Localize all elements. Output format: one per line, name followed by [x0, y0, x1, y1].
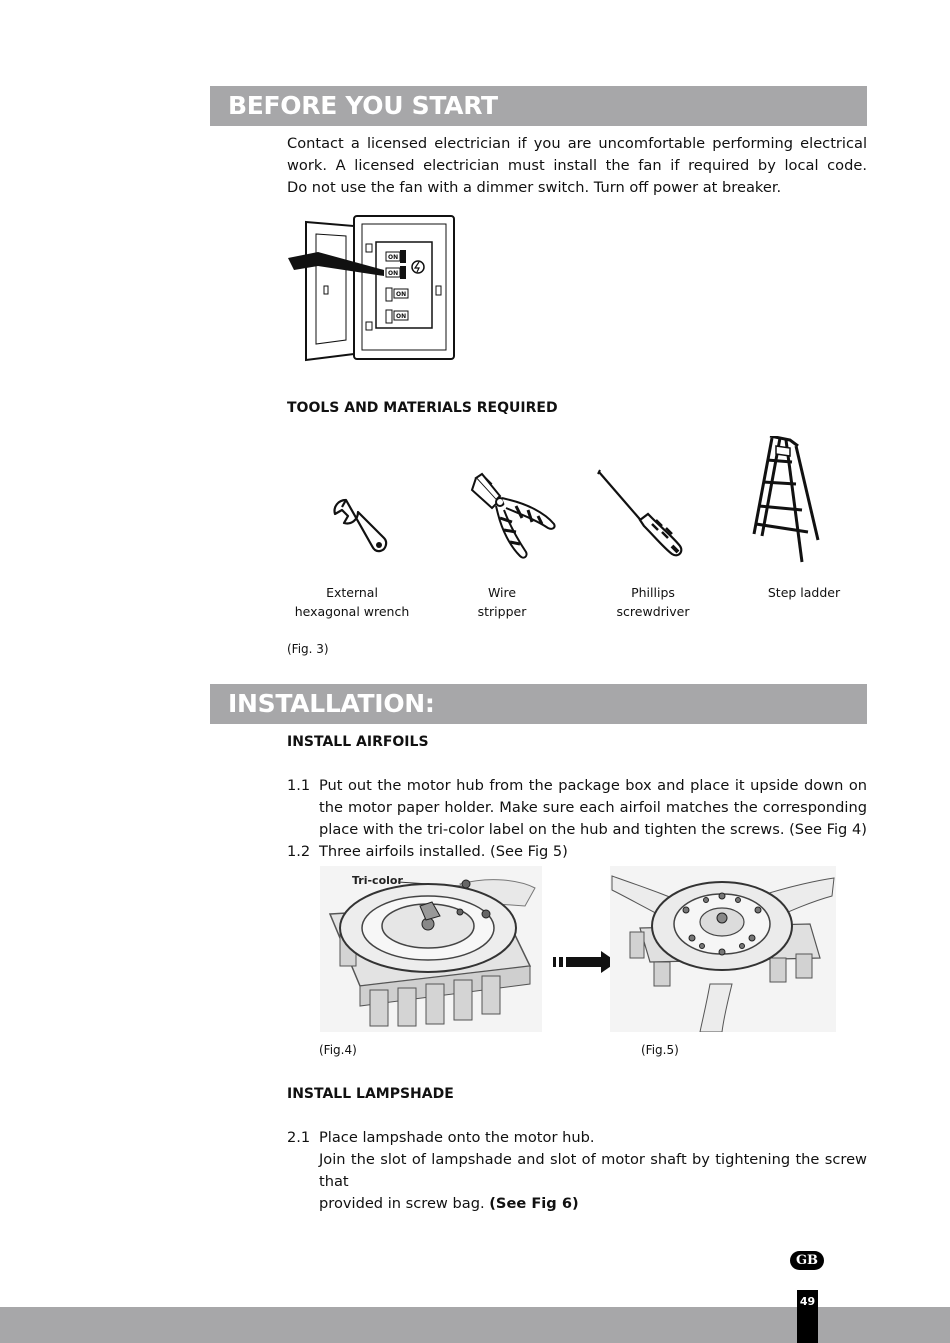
wrench-icon: [332, 496, 394, 558]
fig5-airfoils-installed-photo: [610, 866, 836, 1032]
breaker-label-1: ON: [388, 254, 399, 261]
intro-line-3: Do not use the fan with a dimmer switch. Turn off power at breaker.: [287, 179, 782, 196]
ladder-icon: [750, 436, 822, 564]
install-airfoils-heading: INSTALL AIRFOILS: [287, 734, 429, 750]
see-fig-6-reference: (See Fig 6): [489, 1195, 579, 1212]
tool-caption-ladder: [754, 583, 854, 602]
tool-caption-screwdriver: [603, 583, 703, 621]
tool-caption-screwdriver-line-1: Phillips: [631, 585, 675, 600]
section-heading-before-you-start: BEFORE YOU START: [210, 86, 867, 126]
breaker-label-2: ON: [388, 270, 399, 277]
step-1-1-line-1: Put out the motor hub from the package box and place it upside down on: [319, 777, 867, 794]
step-2-1-line-3: [319, 1193, 867, 1215]
language-badge: GB: [790, 1251, 824, 1270]
intro-paragraph: [287, 133, 867, 199]
pliers-icon: [470, 470, 560, 562]
section-heading-installation: INSTALLATION:: [210, 684, 867, 724]
step-1-1-line-3: place with the tri-color label on the hub and tighten the screws. (See Fig 4): [319, 821, 867, 838]
step-2-1-line-1: Place lampshade onto the motor hub.: [319, 1129, 595, 1146]
tool-caption-stripper-line-2: stripper: [477, 604, 527, 619]
tool-caption-wrench-line-1: External: [326, 585, 378, 600]
step-1-1-number: 1.1: [287, 777, 311, 794]
fig4-tricolor-label: Tri-color: [352, 874, 403, 887]
tool-caption-screwdriver-line-2: screwdriver: [616, 604, 690, 619]
install-lampshade-heading: INSTALL LAMPSHADE: [287, 1086, 454, 1102]
fig4-caption: (Fig.4): [319, 1043, 357, 1057]
step-1-2-line-1: Three airfoils installed. (See Fig 5): [319, 843, 568, 860]
intro-line-2: work. A licensed electrician must install the fan if required by local code.: [287, 157, 867, 174]
page-number: 49: [797, 1290, 818, 1343]
step-1-1-text: [319, 775, 867, 841]
tools-heading: TOOLS AND MATERIALS REQUIRED: [287, 400, 558, 416]
breaker-panel-illustration: [288, 212, 460, 364]
step-2-1-line-3-text: provided in screw bag.: [319, 1195, 490, 1212]
step-2-1-line-2: Join the slot of lampshade and slot of motor shaft by tightening the screw that: [319, 1151, 867, 1190]
fig3-caption: (Fig. 3): [287, 642, 329, 656]
step-1-2-number: 1.2: [287, 843, 311, 860]
step-1-1-line-2: the motor paper holder. Make sure each airfoil matches the corresponding: [319, 799, 867, 816]
tool-caption-wrench: [292, 583, 412, 621]
fig5-caption: (Fig.5): [641, 1043, 679, 1057]
fig4-hub-on-holder-photo: [320, 866, 542, 1032]
intro-line-1: Contact a licensed electrician if you are uncomfortable performing electrical: [287, 135, 867, 152]
step-2-1-number: 2.1: [287, 1129, 311, 1146]
tool-caption-ladder-line-1: Step ladder: [767, 585, 841, 600]
step-2-1-text: [319, 1127, 867, 1215]
tool-caption-stripper: [452, 583, 552, 621]
tool-caption-wrench-line-2: hexagonal wrench: [294, 604, 410, 619]
tool-caption-stripper-line-1: Wire: [487, 585, 517, 600]
screwdriver-icon: [596, 468, 686, 560]
breaker-label-3: ON: [396, 291, 407, 298]
breaker-label-4: ON: [396, 313, 407, 320]
